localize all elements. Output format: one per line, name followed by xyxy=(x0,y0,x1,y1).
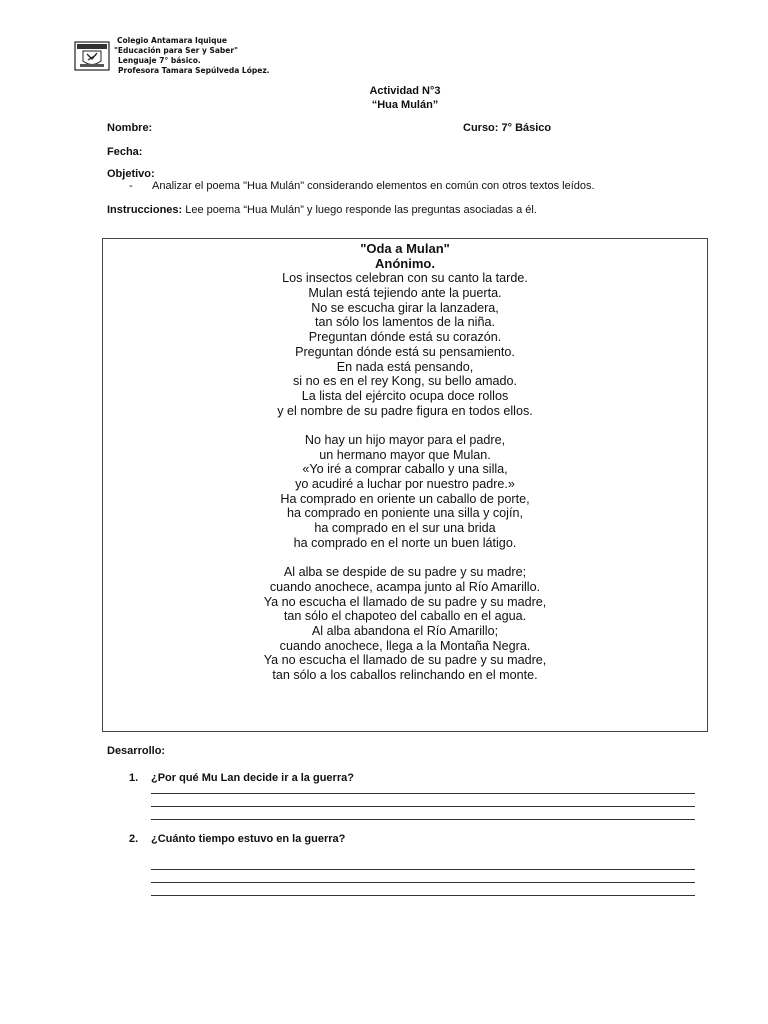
date-label: Fecha: xyxy=(107,146,143,158)
poem-line: ha comprado en el norte un buen látigo. xyxy=(293,535,517,550)
poem-line: cuando anochece, llega a la Montaña Negra. xyxy=(279,638,531,653)
instructions xyxy=(107,204,537,216)
instructions-label: Instrucciones: xyxy=(107,204,183,216)
school-logo xyxy=(74,41,110,71)
answer-line[interactable] xyxy=(151,869,695,870)
objective-text: Analizar el poema "Hua Mulán" considerando elementos en común con otros textos leídos. xyxy=(152,180,595,192)
poem-author: Anónimo. xyxy=(375,255,435,271)
course-label: Curso: 7° Básico xyxy=(463,122,552,134)
poem-line: ha comprado en poniente una silla y cojín, xyxy=(287,506,523,521)
answer-line[interactable] xyxy=(151,895,695,896)
poem-line: Ha comprado en oriente un caballo de porte, xyxy=(280,491,530,506)
poem-box xyxy=(102,238,708,732)
school-motto: "Educación para Ser y Saber" xyxy=(114,46,238,55)
stanza-gap xyxy=(103,418,707,433)
poem-line: Mulan está tejiendo ante la puerta. xyxy=(308,286,502,301)
question-text: ¿Cuánto tiempo estuvo en la guerra? xyxy=(151,833,346,845)
activity-subtitle: “Hua Mulán” xyxy=(371,99,439,111)
poem-title: "Oda a Mulan" xyxy=(360,241,450,256)
answer-line[interactable] xyxy=(151,882,695,883)
poem-line: Ya no escucha el llamado de su padre y su madre, xyxy=(263,653,547,668)
poem-line: «Yo iré a comprar caballo y una silla, xyxy=(302,462,508,477)
poem-line: En nada está pensando, xyxy=(336,359,474,374)
poem-line: un hermano mayor que Mulan. xyxy=(319,447,491,462)
poem-line: tan sólo el chapoteo del caballo en el agua. xyxy=(283,609,527,624)
answer-line[interactable] xyxy=(151,819,695,820)
poem-line: y el nombre de su padre figura en todos ellos. xyxy=(277,403,533,418)
question-number: 1. xyxy=(129,772,139,784)
answer-line[interactable] xyxy=(151,793,695,794)
subject-line: Lenguaje 7° básico. xyxy=(118,56,201,65)
poem-line: si no es en el rey Kong, su bello amado. xyxy=(292,374,518,389)
answer-line[interactable] xyxy=(151,806,695,807)
activity-title: Actividad N°3 xyxy=(369,85,441,97)
development-label: Desarrollo: xyxy=(107,745,166,757)
poem-line: No se escucha girar la lanzadera, xyxy=(311,300,499,315)
poem-line: cuando anochece, acampa junto al Río Amarillo. xyxy=(269,579,541,594)
question-number: 2. xyxy=(129,833,139,845)
question-text: ¿Por qué Mu Lan decide ir a la guerra? xyxy=(151,772,354,784)
poem-line: tan sólo los lamentos de la niña. xyxy=(315,315,495,330)
stanza-gap xyxy=(103,550,707,565)
poem-line: Al alba se despide de su padre y su madre; xyxy=(283,565,527,580)
poem-line: La lista del ejército ocupa doce rollos xyxy=(301,388,509,403)
poem-line: Los insectos celebran con su canto la tarde. xyxy=(282,271,528,286)
poem-line: Preguntan dónde está su pensamiento. xyxy=(295,344,515,359)
poem-line: No hay un hijo mayor para el padre, xyxy=(304,432,506,447)
objective-label: Objetivo: xyxy=(107,168,155,180)
poem-line: Preguntan dónde está su corazón. xyxy=(308,330,502,345)
poem-line: ha comprado en el sur una brida xyxy=(314,521,496,536)
poem-line: Al alba abandona el Río Amarillo; xyxy=(311,623,499,638)
poem-line: yo acudiré a luchar por nuestro padre.» xyxy=(295,477,515,491)
name-label: Nombre: xyxy=(107,122,153,134)
school-name: Colegio Antamara Iquique xyxy=(117,36,227,45)
instructions-text: Lee poema “Hua Mulán” y luego responde las preguntas asociadas a él. xyxy=(185,204,537,216)
objective-bullet: - xyxy=(129,180,133,192)
poem-line: Ya no escucha el llamado de su padre y su madre, xyxy=(263,594,547,609)
teacher-line: Profesora Tamara Sepúlveda López. xyxy=(118,66,270,75)
poem-line: tan sólo a los caballos relinchando en el monte. xyxy=(272,667,538,682)
